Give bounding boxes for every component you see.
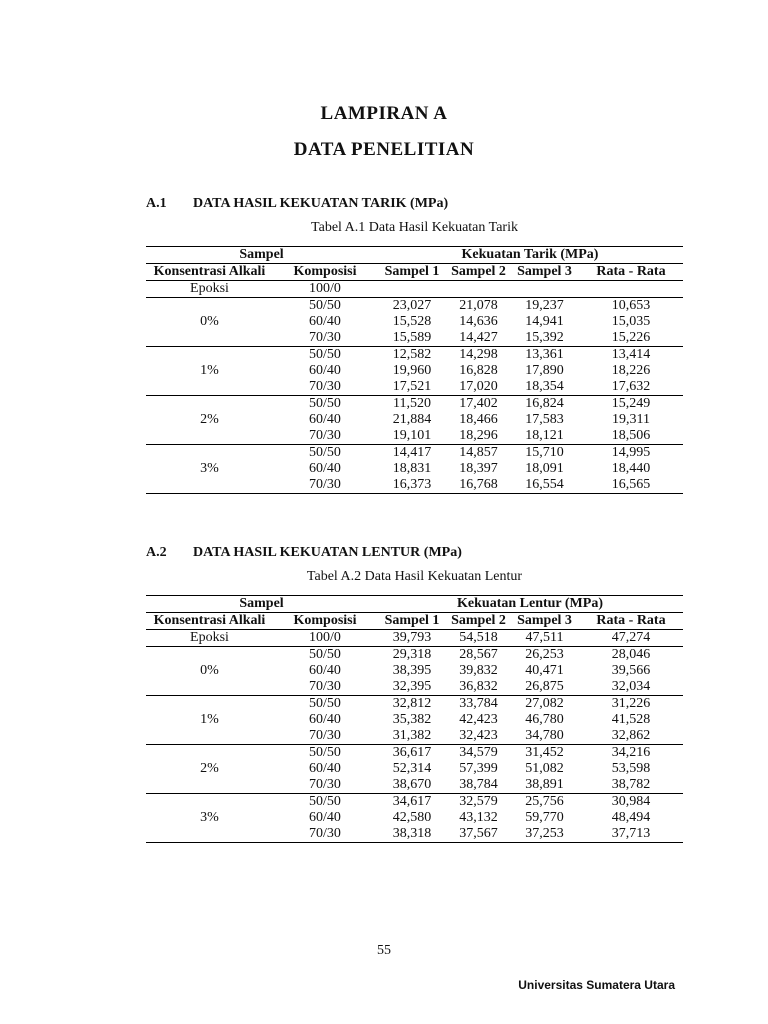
cell-s2 <box>447 281 510 298</box>
cell-s2: 14,298 <box>459 347 498 362</box>
cell-s3: 31,452 <box>525 745 564 760</box>
table-caption-a1: Tabel A.1 Data Hasil Kekuatan Tarik <box>311 220 518 235</box>
header-sampel-1: Sampel 1 <box>384 613 440 628</box>
section-title: DATA HASIL KEKUATAN LENTUR (MPa) <box>193 545 462 560</box>
cell-avg: 14,995 <box>611 445 651 460</box>
cell-s2: 54,518 <box>459 630 498 645</box>
table-row <box>146 298 683 315</box>
cell-s2: 57,399 <box>459 761 498 776</box>
cell-s1: 32,395 <box>392 679 432 694</box>
cell-komposisi: 70/30 <box>309 330 341 345</box>
section-heading-a2 <box>146 545 462 561</box>
cell-komposisi: 100/0 <box>309 630 341 645</box>
cell-komposisi: 60/40 <box>309 810 341 825</box>
cell-konsentrasi: 3% <box>200 810 219 825</box>
cell-s2: 32,423 <box>459 728 498 743</box>
header-group: Kekuatan Lentur (MPa) <box>457 596 603 611</box>
cell-s2: 42,423 <box>459 712 498 727</box>
cell-avg: 16,565 <box>611 477 651 492</box>
cell-s3: 46,780 <box>525 712 564 727</box>
cell-s2: 28,567 <box>459 647 498 662</box>
cell-s2: 14,857 <box>459 445 498 460</box>
cell-s1: 31,382 <box>392 728 432 743</box>
cell-komposisi: 50/50 <box>309 347 341 362</box>
cell-s3: 40,471 <box>525 663 564 678</box>
cell-s3: 18,354 <box>525 379 564 394</box>
cell-s1: 38,318 <box>392 826 432 841</box>
cell-komposisi: 70/30 <box>309 679 341 694</box>
cell-s2: 18,397 <box>459 461 498 476</box>
cell-s1: 15,589 <box>392 330 432 345</box>
header-sampel-2: Sampel 2 <box>451 264 506 279</box>
cell-s1: 21,884 <box>392 412 432 427</box>
cell-s1: 36,617 <box>392 745 432 760</box>
page-number: 55 <box>377 943 391 958</box>
cell-s1: 12,582 <box>392 347 432 362</box>
cell-avg: 32,862 <box>611 728 651 743</box>
cell-avg: 48,494 <box>611 810 651 825</box>
cell-s2: 43,132 <box>459 810 498 825</box>
cell-s3: 38,891 <box>525 777 564 792</box>
page-subtitle: DATA PENELITIAN <box>293 139 475 160</box>
cell-s3: 14,941 <box>525 314 564 329</box>
section-title: DATA HASIL KEKUATAN TARIK (MPa) <box>193 196 449 211</box>
header-sampel-1: Sampel 1 <box>384 264 440 279</box>
table-row <box>146 396 683 413</box>
cell-komposisi: 60/40 <box>309 761 341 776</box>
section-heading-a1 <box>146 196 448 212</box>
cell-s3: 47,511 <box>525 630 564 645</box>
cell-s3: 19,237 <box>525 298 564 313</box>
cell-s3: 37,253 <box>525 826 564 841</box>
cell-s2: 14,427 <box>459 330 498 345</box>
cell-konsentrasi: 1% <box>200 363 219 378</box>
cell-s3: 18,121 <box>525 428 564 443</box>
table-kekuatan-lentur <box>146 595 683 843</box>
cell-avg: 18,226 <box>611 363 651 378</box>
cell-s3: 16,824 <box>525 396 564 411</box>
cell-s1: 39,793 <box>392 630 432 645</box>
cell-s1: 34,617 <box>392 794 432 809</box>
cell-s2: 32,579 <box>459 794 498 809</box>
cell-s2: 17,020 <box>459 379 498 394</box>
table-row <box>146 347 683 364</box>
cell-komposisi: 60/40 <box>309 412 341 427</box>
cell-s3: 25,756 <box>525 794 564 809</box>
cell-s3: 59,770 <box>525 810 564 825</box>
cell-avg: 18,440 <box>611 461 651 476</box>
cell-komposisi: 100/0 <box>309 281 341 296</box>
header-row <box>146 596 683 613</box>
cell-konsentrasi: 1% <box>200 712 219 727</box>
cell-konsentrasi: 2% <box>200 761 219 776</box>
table-row <box>146 445 683 462</box>
cell-s2: 16,828 <box>459 363 498 378</box>
cell-s2: 36,832 <box>459 679 498 694</box>
header-sampel: Sampel <box>239 596 284 611</box>
cell-avg: 38,782 <box>611 777 651 792</box>
cell-avg: 28,046 <box>611 647 651 662</box>
cell-komposisi: 70/30 <box>309 826 341 841</box>
cell-s3: 51,082 <box>525 761 564 776</box>
cell-avg: 30,984 <box>611 794 651 809</box>
cell-konsentrasi: 3% <box>200 461 219 476</box>
cell-avg: 37,713 <box>611 826 651 841</box>
cell-s3: 18,091 <box>525 461 564 476</box>
header-row <box>146 247 683 264</box>
cell-s1: 19,960 <box>392 363 432 378</box>
cell-avg: 31,226 <box>611 696 651 711</box>
cell-s3: 34,780 <box>525 728 564 743</box>
cell-s3: 15,392 <box>525 330 564 345</box>
cell-s1: 23,027 <box>392 298 432 313</box>
cell-s2: 38,784 <box>459 777 498 792</box>
cell-avg: 15,035 <box>611 314 651 329</box>
cell-komposisi: 70/30 <box>309 477 341 492</box>
cell-avg: 18,506 <box>611 428 651 443</box>
table-row <box>146 630 683 647</box>
cell-komposisi: 70/30 <box>309 777 341 792</box>
cell-s2: 39,832 <box>459 663 498 678</box>
section-number: A.2 <box>146 545 167 560</box>
cell-s3: 26,875 <box>525 679 564 694</box>
cell-s1: 15,528 <box>392 314 432 329</box>
cell-s2: 21,078 <box>459 298 498 313</box>
cell-s1: 19,101 <box>392 428 432 443</box>
section-number: A.1 <box>146 196 167 211</box>
table-kekuatan-tarik <box>146 246 683 494</box>
cell-s1: 18,831 <box>392 461 432 476</box>
cell-avg: 34,216 <box>611 745 651 760</box>
header-row <box>146 613 683 630</box>
cell-s3: 17,890 <box>525 363 564 378</box>
cell-s2: 14,636 <box>459 314 498 329</box>
cell-avg: 10,653 <box>611 298 651 313</box>
cell-s1: 35,382 <box>392 712 432 727</box>
cell-komposisi: 50/50 <box>309 298 341 313</box>
cell-s1: 38,395 <box>392 663 432 678</box>
cell-s3: 13,361 <box>525 347 564 362</box>
cell-avg: 13,414 <box>611 347 651 362</box>
cell-avg: 53,598 <box>611 761 651 776</box>
cell-komposisi: 70/30 <box>309 379 341 394</box>
table-caption-a2: Tabel A.2 Data Hasil Kekuatan Lentur <box>306 569 523 584</box>
table-row <box>146 794 683 811</box>
page-title: LAMPIRAN A <box>320 103 448 124</box>
cell-s1: 29,318 <box>392 647 432 662</box>
header-konsentrasi: Konsentrasi Alkali <box>153 264 266 279</box>
cell-s2: 18,296 <box>459 428 498 443</box>
cell-komposisi: 60/40 <box>309 712 341 727</box>
cell-komposisi: 50/50 <box>309 647 341 662</box>
cell-s3: 27,082 <box>525 696 564 711</box>
cell-s3: 17,583 <box>525 412 564 427</box>
table-row <box>146 647 683 664</box>
header-group: Kekuatan Tarik (MPa) <box>461 247 599 262</box>
cell-s2: 33,784 <box>459 696 498 711</box>
cell-s3: 16,554 <box>525 477 564 492</box>
cell-s1: 38,670 <box>392 777 432 792</box>
cell-s1: 16,373 <box>392 477 432 492</box>
header-konsentrasi: Konsentrasi Alkali <box>153 613 266 628</box>
cell-s3: 26,253 <box>525 647 564 662</box>
cell-komposisi: 70/30 <box>309 728 341 743</box>
cell-s1: 32,812 <box>392 696 432 711</box>
cell-s1: 17,521 <box>392 379 432 394</box>
cell-konsentrasi: Epoksi <box>190 281 229 296</box>
cell-s2: 16,768 <box>459 477 498 492</box>
header-komposisi: Komposisi <box>293 613 357 628</box>
cell-komposisi: 50/50 <box>309 396 341 411</box>
header-sampel-3: Sampel 3 <box>517 613 572 628</box>
header-row <box>146 264 683 281</box>
cell-avg: 15,226 <box>611 330 651 345</box>
header-rata-rata: Rata - Rata <box>596 264 666 279</box>
cell-s1: 11,520 <box>393 396 431 411</box>
cell-komposisi: 70/30 <box>309 428 341 443</box>
table-row <box>146 745 683 762</box>
table-row <box>146 281 683 298</box>
header-sampel: Sampel <box>239 247 284 262</box>
footer-university: Universitas Sumatera Utara <box>518 978 675 992</box>
cell-s2: 18,466 <box>459 412 498 427</box>
cell-avg: 41,528 <box>611 712 651 727</box>
cell-komposisi: 50/50 <box>309 794 341 809</box>
cell-avg: 19,311 <box>612 412 650 427</box>
header-rata-rata: Rata - Rata <box>596 613 666 628</box>
cell-avg: 47,274 <box>611 630 651 645</box>
cell-avg: 32,034 <box>611 679 651 694</box>
cell-s2: 17,402 <box>459 396 498 411</box>
header-sampel-2: Sampel 2 <box>451 613 506 628</box>
cell-konsentrasi: Epoksi <box>190 630 229 645</box>
cell-s1: 14,417 <box>392 445 432 460</box>
cell-s3 <box>510 281 579 298</box>
table-row <box>146 696 683 713</box>
cell-s2: 37,567 <box>459 826 498 841</box>
cell-komposisi: 60/40 <box>309 461 341 476</box>
cell-komposisi: 50/50 <box>309 445 341 460</box>
cell-konsentrasi: 0% <box>200 663 219 678</box>
cell-avg: 17,632 <box>611 379 651 394</box>
cell-konsentrasi: 2% <box>200 412 219 427</box>
cell-komposisi: 60/40 <box>309 363 341 378</box>
cell-s3: 15,710 <box>525 445 564 460</box>
cell-komposisi: 50/50 <box>309 696 341 711</box>
cell-avg <box>579 281 683 298</box>
cell-komposisi: 60/40 <box>309 663 341 678</box>
cell-komposisi: 60/40 <box>309 314 341 329</box>
cell-s2: 34,579 <box>459 745 498 760</box>
cell-s1: 52,314 <box>392 761 432 776</box>
cell-s1: 42,580 <box>392 810 432 825</box>
cell-avg: 39,566 <box>611 663 651 678</box>
cell-komposisi: 50/50 <box>309 745 341 760</box>
cell-konsentrasi: 0% <box>200 314 219 329</box>
header-komposisi: Komposisi <box>293 264 357 279</box>
header-sampel-3: Sampel 3 <box>517 264 572 279</box>
cell-s1 <box>377 281 447 298</box>
cell-avg: 15,249 <box>611 396 651 411</box>
